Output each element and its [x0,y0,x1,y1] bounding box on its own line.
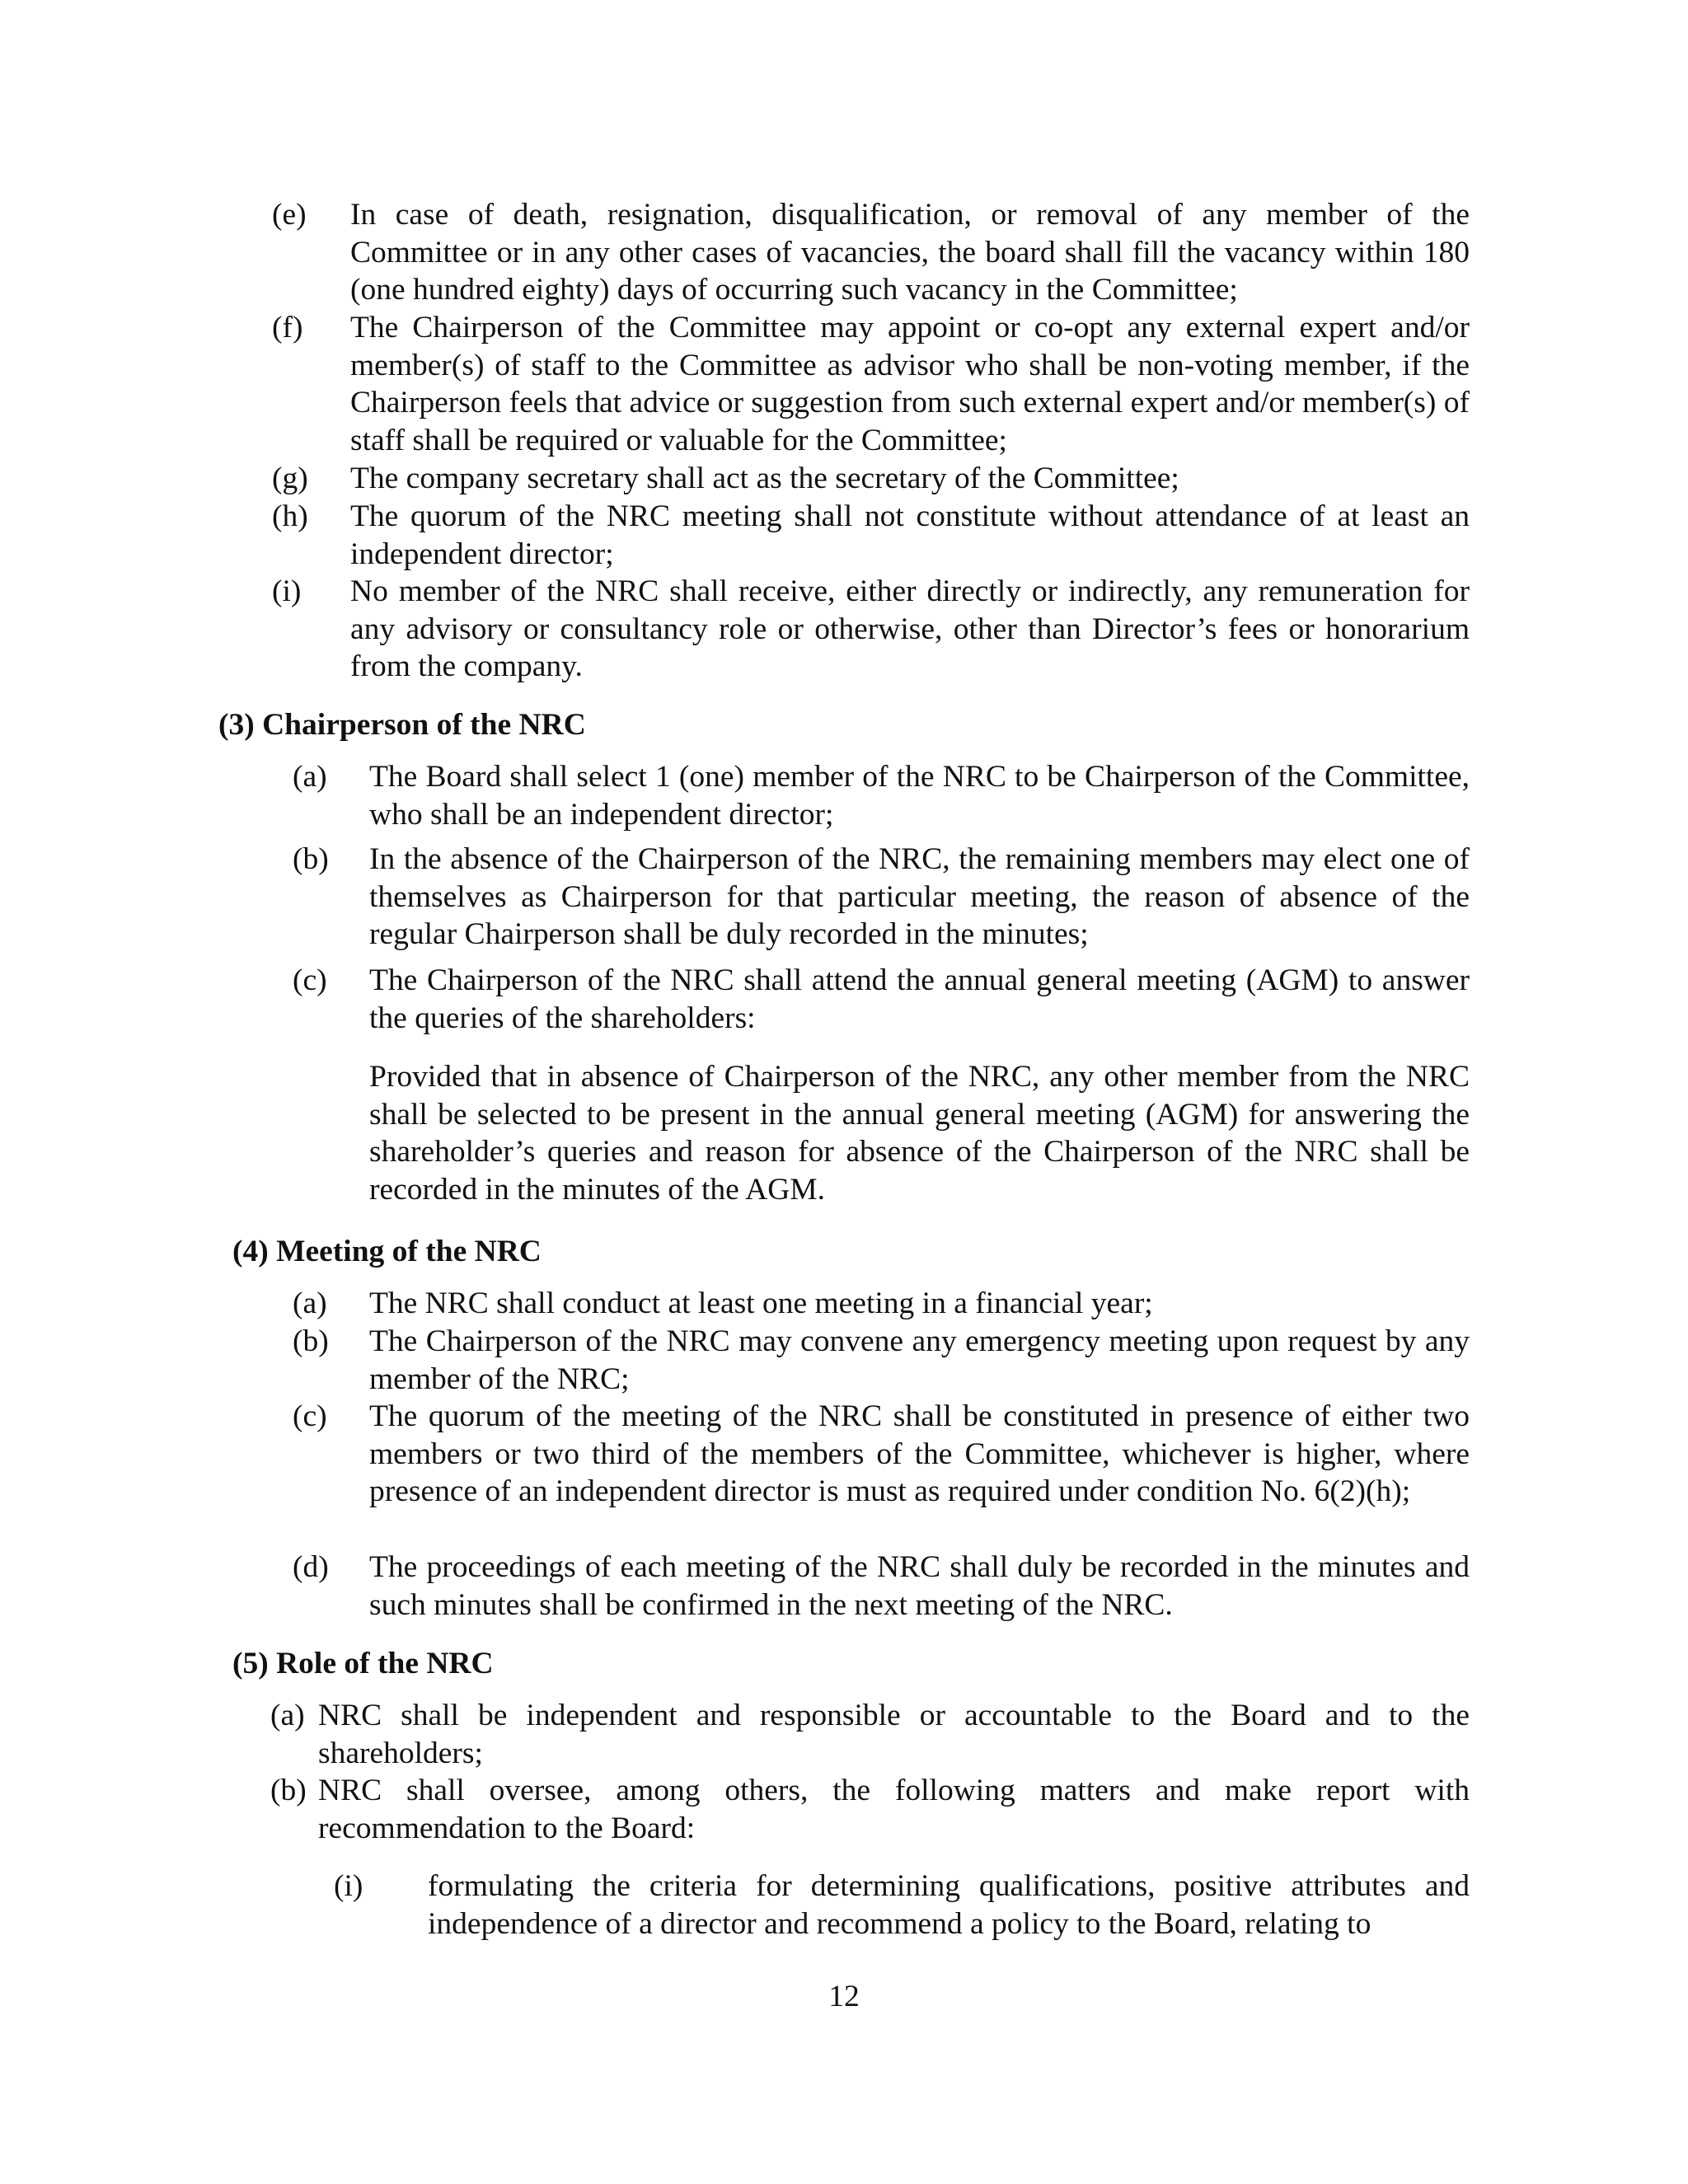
list-item [272,460,1470,498]
list-item [272,309,1470,460]
item-text: In the absence of the Chairperson of the NRC, the remaining members may elect one of themselves as Chairperson for that particular meeting, the reason of absence of the regular Chairperson shall be duly recorded in the minutes; [369,842,1470,952]
item-text: The company secretary shall act as the secretary of the Committee; [350,462,1179,495]
item-label: (i) [334,1869,363,1903]
list-item [293,1285,1470,1323]
item-text: The Chairperson of the NRC shall attend the annual general meeting (AGM) to answer the queries of the shareholders: [369,963,1470,1035]
item-label: (i) [272,574,302,608]
section-heading: (5) Role of the NRC [232,1647,494,1680]
item-text: The proceedings of each meeting of the NRC shall duly be recorded in the minutes and such minutes shall be confirmed in the next meeting of the NRC. [369,1550,1470,1622]
item-text: NRC shall oversee, among others, the following matters and make report with recommendation to the Board: [318,1774,1470,1845]
item-text: The quorum of the NRC meeting shall not constitute without attendance of at least an independent director; [350,499,1470,571]
item-label: (c) [293,963,327,997]
item-text: In case of death, resignation, disqualification, or removal of any member of the Committee or in any other cases of vacancies, the board shall fill the vacancy within 180 (one hundred eighty) days of occurring such vacancy in the Committee; [350,198,1470,307]
item-label: (b) [293,1324,329,1358]
proviso-paragraph: Provided that in absence of Chairperson of the NRC, any other member from the NRC shall be selected to be present in the annual general meeting (AGM) for answering the shareholder’s queries and reason for absence of the Chairperson of the NRC shall be recorded in the minutes of the AGM. [369,1060,1470,1207]
list-item [293,1398,1470,1511]
item-label: (g) [272,462,308,495]
item-label: (a) [270,1699,305,1732]
item-label: (b) [270,1774,307,1807]
sub-list-item [334,1868,1470,1943]
list-item [272,196,1470,309]
list-item [293,1549,1470,1624]
page-number: 12 [828,1980,860,2013]
list-item [293,1323,1470,1398]
item-text: The Chairperson of the Committee may appoint or co-opt any external expert and/or member(s) of staff to the Committee as advisor who shall be non-voting member, if the Chairperson feels that advice or suggestion from such external expert and/or member(s) of staff shall be required or valuable for the Committee; [350,311,1470,458]
item-text: The Chairperson of the NRC may convene any emergency meeting upon request by any member of the NRC; [369,1324,1470,1396]
item-text: The quorum of the meeting of the NRC shall be constituted in presence of either two members or two third of the members of the Committee, whichever is higher, where presence of an independent director is must as required under condition No. 6(2)(h); [369,1399,1470,1509]
item-label: (a) [293,1286,327,1320]
item-text: No member of the NRC shall receive, either directly or indirectly, any remuneration for any advisory or consultancy role or otherwise, other than Director’s fees or honorarium from the company. [350,574,1470,684]
item-label: (d) [293,1550,329,1584]
section-heading: (4) Meeting of the NRC [232,1235,542,1268]
item-text: The Board shall select 1 (one) member of the NRC to be Chairperson of the Committee, who shall be an independent director; [369,760,1470,832]
list-item [272,498,1470,573]
item-label: (b) [293,842,329,876]
item-text: NRC shall be independent and responsible or accountable to the Board and to the shareholders; [318,1699,1470,1770]
section-heading: (3) Chairperson of the NRC [218,708,586,742]
item-text: formulating the criteria for determining qualifications, positive attributes and independence of a director and recommend a policy to the Board, relating to [428,1869,1470,1941]
item-label: (c) [293,1399,327,1433]
list-item [270,1772,1470,1847]
list-item [293,962,1470,1037]
list-item [270,1697,1470,1772]
item-label: (a) [293,760,327,794]
item-label: (f) [272,311,303,344]
list-item [293,841,1470,954]
item-label: (e) [272,198,307,232]
item-text: The NRC shall conduct at least one meeting in a financial year; [369,1286,1153,1320]
list-item [272,573,1470,686]
list-item [293,758,1470,833]
item-label: (h) [272,499,308,533]
